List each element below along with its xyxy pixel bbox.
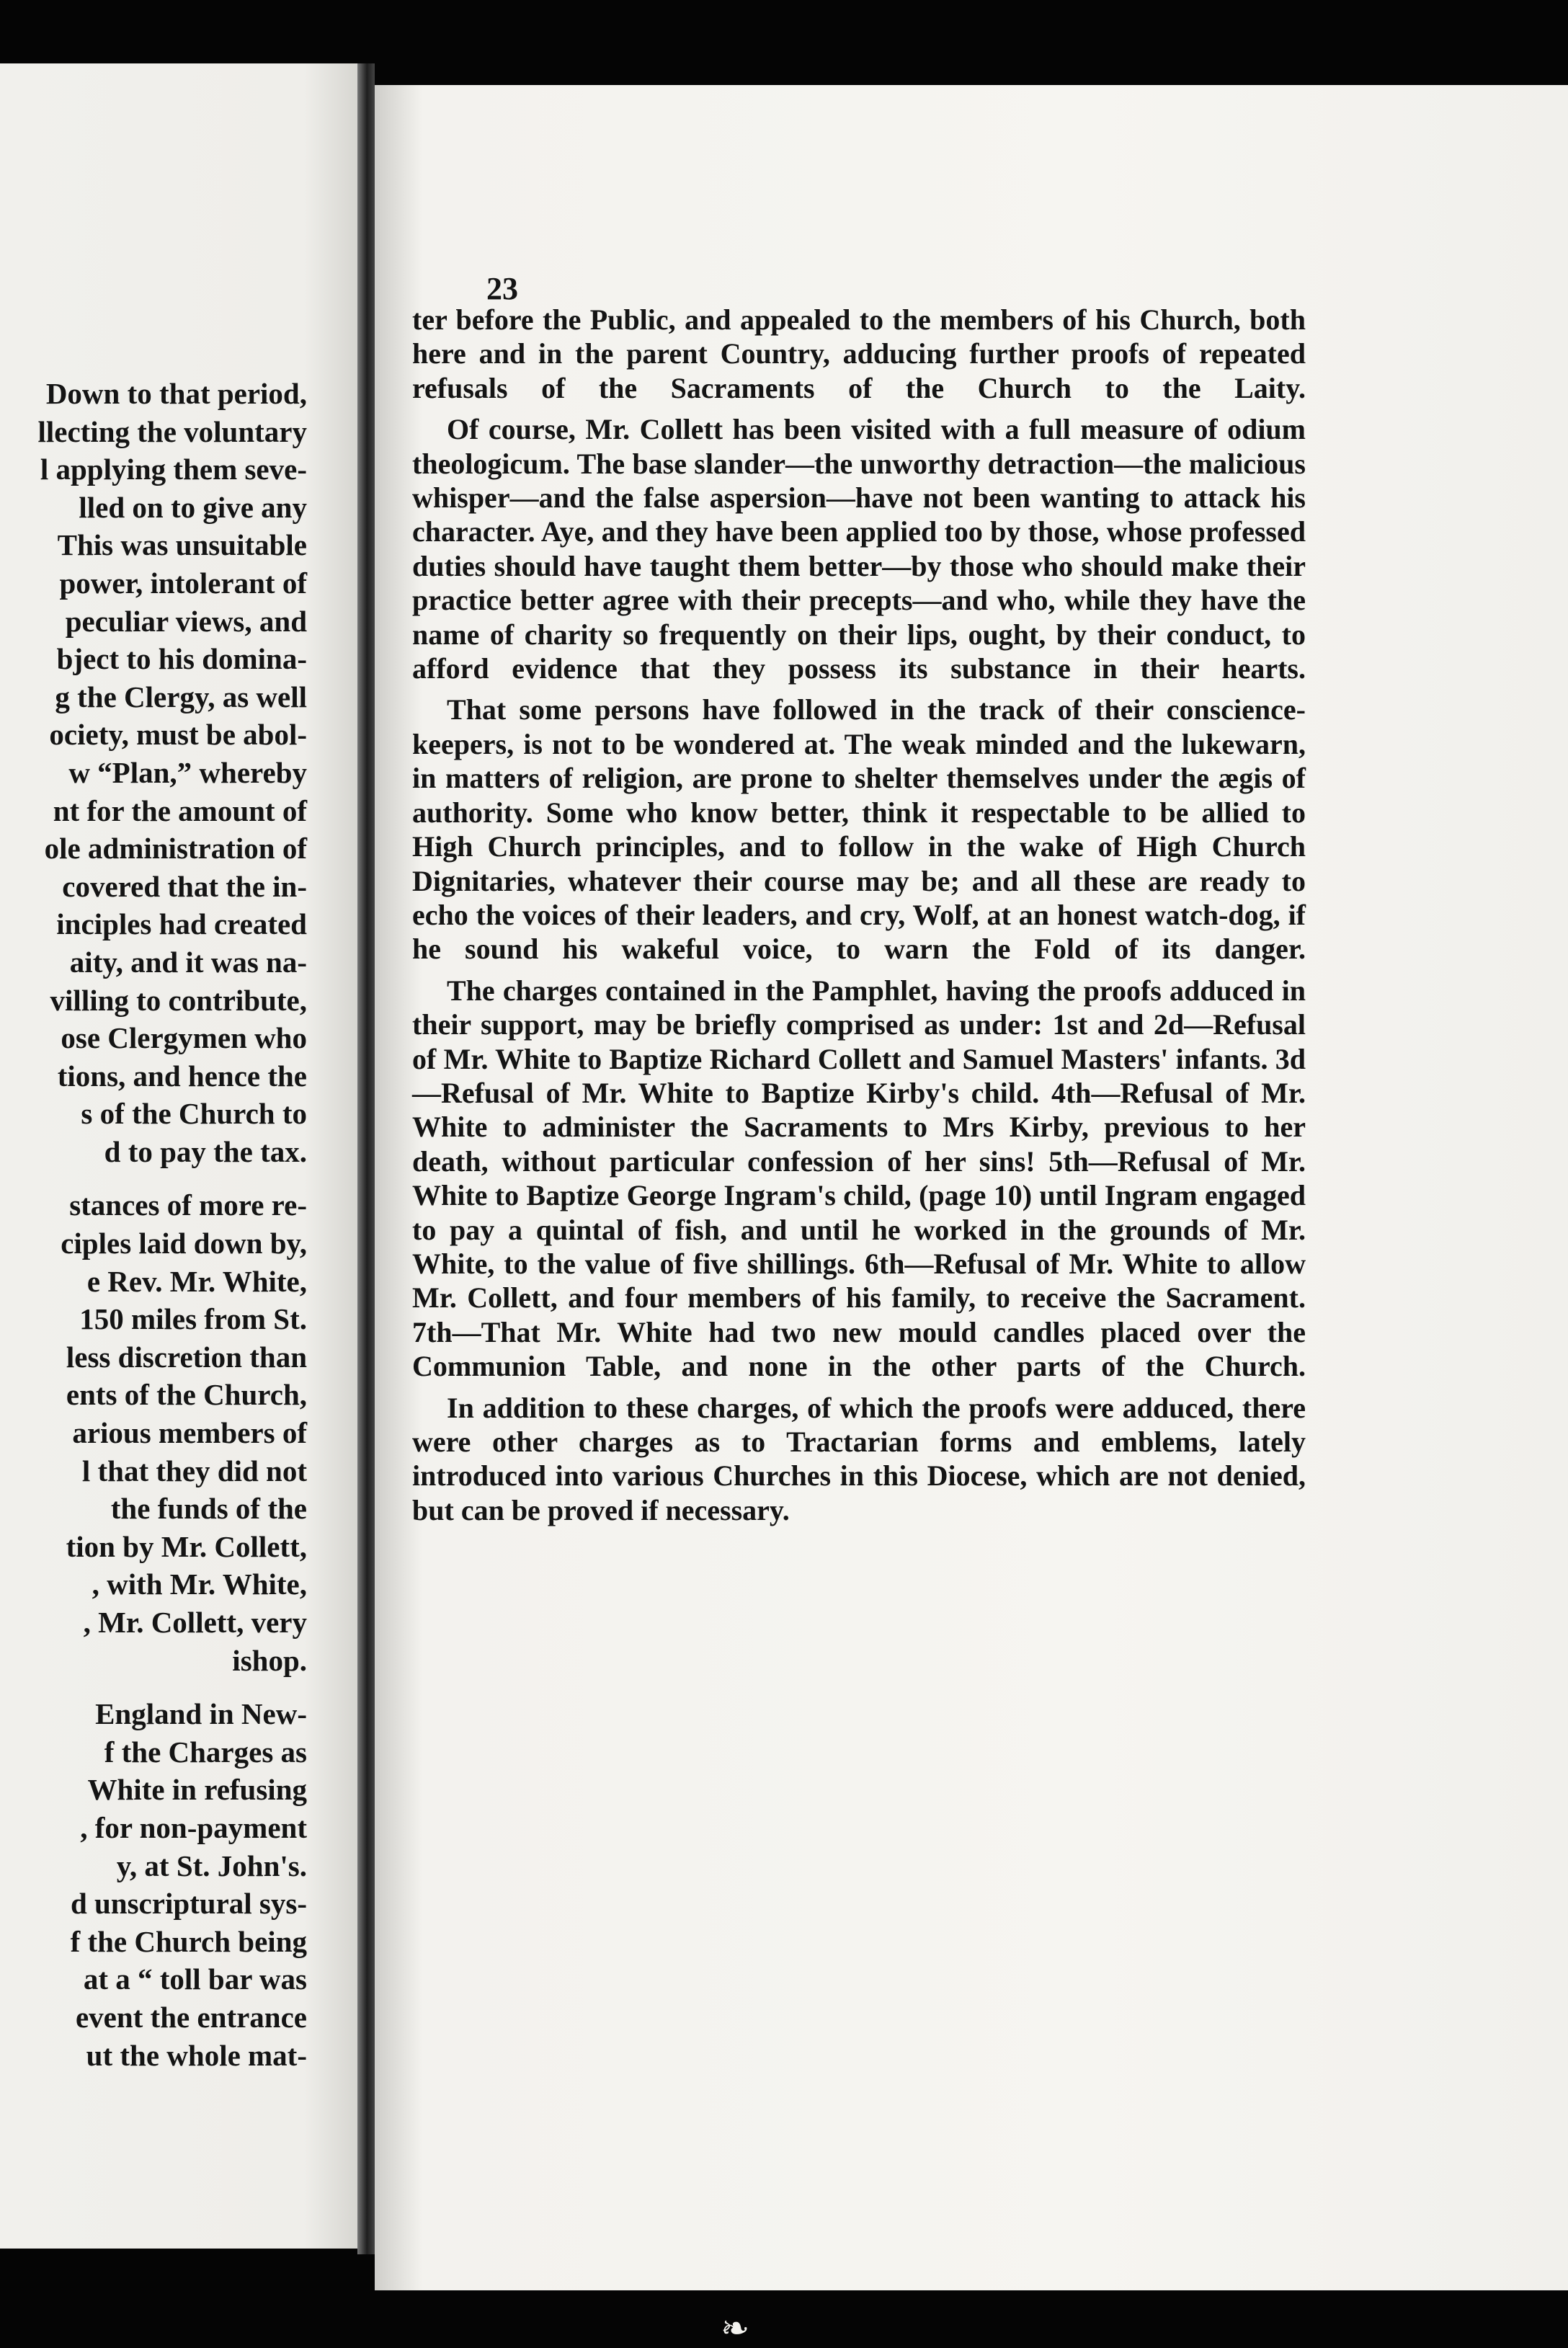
left-page-line: l applying them seve- [40, 453, 307, 486]
left-page-line: y, at St. John's. [116, 1849, 307, 1882]
left-page-line: f the Charges as [104, 1735, 307, 1769]
paragraph-5: In addition to these charges, of which the proofs were adduced, there were other charges as to Tractarian forms and emblems, lately introduced into various Churches in this Diocese, which are not denied, but can be proved if necessary. [412, 1391, 1306, 1526]
paragraph-gap [37, 1170, 307, 1186]
paragraph-1: ter before the Public, and appealed to the members of his Church, both here and in the parent Country, adducing further proofs of repeated refusals of the Sacraments of the Church to the Laity. [412, 303, 1306, 404]
left-page-line: bject to his domina- [56, 642, 307, 676]
left-page-line: This was unsuitable [57, 528, 307, 562]
left-page-line: d unscriptural sys- [70, 1887, 307, 1921]
left-page-line: llecting the voluntary [37, 414, 307, 448]
left-page-line: tion by Mr. Collett, [66, 1529, 307, 1563]
left-page-line: villing to contribute, [50, 983, 307, 1017]
page-body-text [412, 303, 1306, 1534]
left-page-line: ut the whole mat- [86, 2038, 307, 2072]
left-page-line: less discretion than [66, 1340, 307, 1374]
left-page-line: , Mr. Collett, very [83, 1606, 307, 1639]
left-page-line: stances of more re- [69, 1188, 307, 1222]
left-page-line: ose Clergymen who [61, 1021, 307, 1055]
left-page-line: event the entrance [75, 2000, 307, 2034]
left-page-line: covered that the in- [62, 869, 307, 903]
left-page-line: at a “ toll bar was [83, 1962, 307, 1996]
left-page-line: e Rev. Mr. White, [86, 1264, 307, 1298]
left-page-line: aity, and it was na- [69, 945, 307, 979]
left-page-line: nt for the amount of [53, 793, 307, 827]
left-page-line: ciples laid down by, [61, 1227, 307, 1260]
left-page-line: l that they did not [81, 1454, 307, 1487]
left-page-line: arious members of [72, 1416, 307, 1450]
printer-ornament-icon: ❧ [721, 2310, 750, 2348]
left-page-line: White in refusing [87, 1773, 307, 1807]
left-page-line: f the Church being [70, 1924, 307, 1958]
left-page-text [37, 375, 307, 2074]
left-page-line: d to pay the tax. [104, 1134, 307, 1168]
left-page-line: w “Plan,” whereby [68, 755, 307, 789]
left-page-line: , for non-payment [80, 1810, 307, 1844]
paragraph-gap [37, 1679, 307, 1695]
paragraph-3: That some persons have followed in the track of their conscience-keepers, is not to be wondered at. The weak minded and the lukewarn, in matters of religion, are prone to shelter themselves under the ægis of authority. Some who know better, think it respectable to be allied to High Church principles, and to follow in the wake of High Church Dignitaries, whatever their course may be; and all these are ready to echo the voices of their leaders, and cry, Wolf, at an honest watch-dog, if he sound his wakeful voice, to warn the Fold of its danger. [412, 693, 1306, 966]
left-page-line: Down to that period, [45, 377, 307, 410]
left-page-line: tions, and hence the [57, 1059, 307, 1093]
left-page-line: ole administration of [44, 832, 307, 866]
left-page-line: , with Mr. White, [92, 1567, 307, 1601]
left-page-line: peculiar views, and [65, 604, 307, 638]
left-page-line: s of the Church to [81, 1097, 307, 1131]
left-page-line: 150 miles from St. [79, 1302, 307, 1336]
left-page-line: ents of the Church, [66, 1378, 307, 1412]
left-page-line: ishop. [232, 1643, 307, 1677]
left-page [0, 63, 357, 2249]
paragraph-4: The charges contained in the Pamphlet, having the proofs adduced in their support, may be briefly comprised as under: 1st and 2d—Refusal of Mr. White to Baptize Richard Collett and Samuel Masters' infants. 3d—Refusal of Mr. White to Baptize Kirby's child. 4th—Refusal of Mr. White to administer the Sacraments to Mrs Kirby, previous to her death, without particular confession of her sins! 5th—Refusal of Mr. White to Baptize George Ingram's child, (page 10) until Ingram engaged to pay a quintal of fish, and until he worked in the grounds of Mr. White, to the value of five shillings. 6th—Refusal of Mr. White to allow Mr. Collett, and four members of his family, to receive the Sacrament. 7th—That Mr. White had two new mould candles placed over the Communion Table, and none in the other parts of the Church. [412, 974, 1306, 1383]
paragraph-2: Of course, Mr. Collett has been visited with a full measure of odium theologicum. The base slander—the unworthy detraction—the malicious whisper—and the false aspersion—have not been wanting to attack his character. Aye, and they have been applied too by those, whose professed duties should have taught them better—by those who should make their practice better agree with their precepts—and who, while they have the name of charity so frequently on their lips, ought, by their conduct, to afford evidence that they possess its substance in their hearts. [412, 413, 1306, 685]
left-page-line: lled on to give any [79, 490, 307, 524]
left-page-line: inciples had created [56, 907, 307, 941]
book-gutter [357, 63, 375, 2254]
left-page-line: ociety, must be abol- [49, 718, 307, 752]
left-page-line: power, intolerant of [59, 566, 307, 600]
left-page-line: the funds of the [110, 1492, 307, 1526]
left-page-line: g the Clergy, as well [55, 680, 307, 713]
page-number: 23 [486, 271, 518, 306]
left-page-line: England in New- [95, 1697, 307, 1731]
